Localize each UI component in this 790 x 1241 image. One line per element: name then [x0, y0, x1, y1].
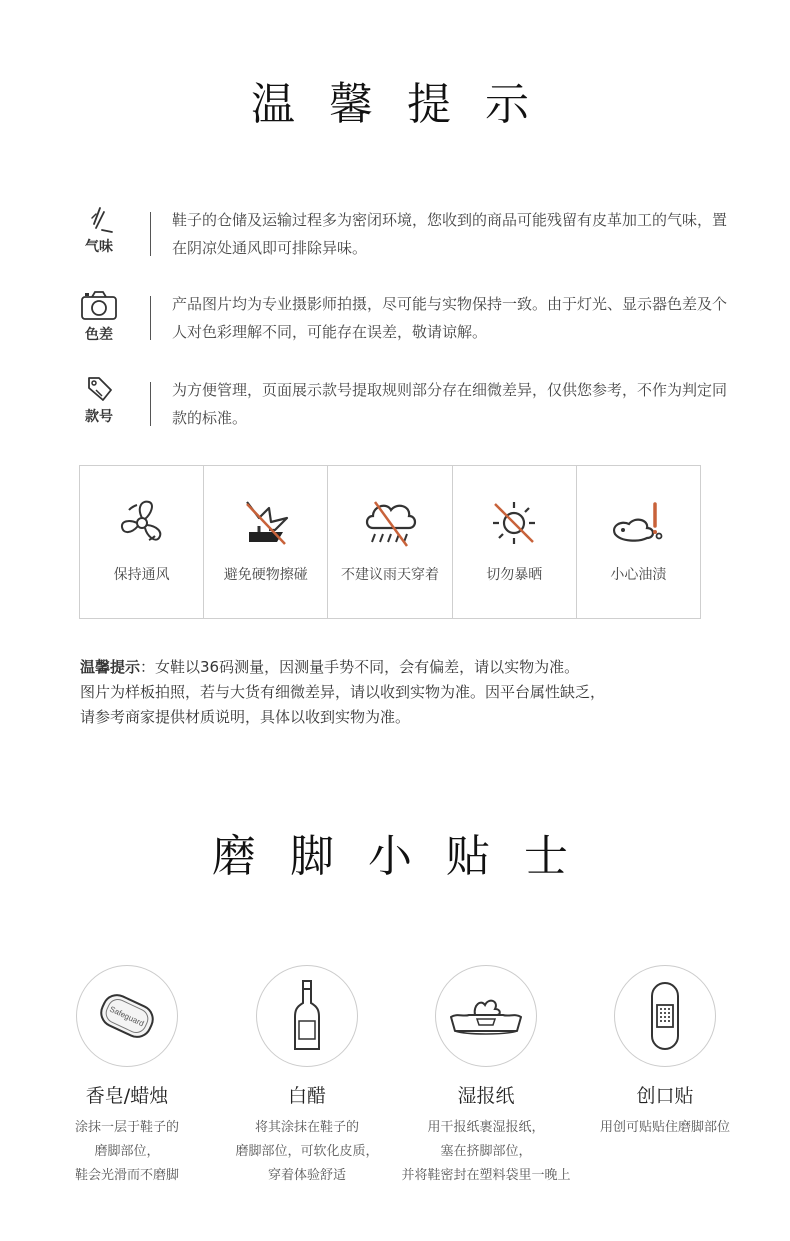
desc-line: 涂抹一层于鞋子的	[74, 1120, 179, 1135]
bandage-icon	[650, 981, 680, 1051]
soap-brand-text: Safeguard	[108, 1004, 146, 1029]
desc-line: 并将鞋密封在塑料袋里一晚上	[401, 1168, 571, 1183]
icon-circle	[435, 965, 537, 1067]
tip-soap-candle	[32, 965, 222, 1188]
desc-line: 磨脚部位，	[94, 1144, 160, 1159]
item-description	[212, 1116, 402, 1188]
notice-label: 款号	[85, 409, 113, 425]
odor-icon	[82, 206, 116, 234]
fan-icon	[115, 496, 169, 550]
desc-line: 穿着体验舒适	[267, 1168, 346, 1183]
care-cell-ventilation	[80, 466, 204, 618]
icon-circle	[76, 965, 178, 1067]
item-description	[570, 1116, 760, 1140]
icon-circle	[256, 965, 358, 1067]
item-description	[32, 1116, 222, 1188]
item-description	[391, 1116, 581, 1188]
notice-text: 为方便管理，页面展示款号提取规则部分存在细微差异，仅供您参考，不作为判定同款的标准。	[172, 381, 728, 427]
tissue-box-icon	[447, 995, 525, 1037]
notice-color-difference	[60, 290, 740, 360]
no-collision-icon	[239, 496, 293, 550]
item-title: 白醋	[287, 1085, 326, 1107]
tip-line: 图片为样板拍照，若与大货有细微差异，请以收到实物为准。因平台属性缺乏，	[80, 683, 606, 701]
divider	[150, 296, 151, 340]
tip-line: 请参考商家提供材质说明，具体以收到实物为准。	[80, 708, 411, 726]
care-label: 不建议雨天穿着	[341, 567, 439, 583]
care-cell-no-sun	[453, 466, 577, 618]
tip-white-vinegar	[212, 965, 402, 1188]
divider	[150, 382, 151, 426]
notice-style-number	[60, 376, 740, 446]
tip-band-aid	[570, 965, 760, 1140]
desc-line: 将其涂抹在鞋子的	[254, 1120, 359, 1135]
care-label: 保持通风	[113, 567, 170, 583]
icon-circle	[614, 965, 716, 1067]
desc-line: 磨脚部位，可软化皮质，	[235, 1144, 379, 1159]
desc-line: 用干报纸裹湿报纸，	[427, 1120, 545, 1135]
no-sun-icon	[487, 496, 541, 550]
section-title-warm-tips: 温 馨 提 示	[251, 79, 539, 130]
care-cell-avoid-collision	[204, 466, 328, 618]
item-title: 香皂/蜡烛	[85, 1085, 169, 1107]
care-cell-oil-stain	[577, 466, 700, 618]
camera-icon	[80, 290, 118, 322]
care-instructions-grid	[79, 465, 701, 619]
oil-stain-icon	[609, 496, 667, 550]
notice-label: 气味	[85, 239, 113, 255]
desc-line: 塞在挤脚部位，	[440, 1144, 532, 1159]
care-label: 小心油渍	[610, 567, 667, 583]
tip-wet-newspaper	[391, 965, 581, 1188]
care-cell-no-rain	[328, 466, 452, 618]
care-label: 避免硬物擦碰	[223, 567, 308, 583]
section-title-foot-care-tips: 磨 脚 小 贴 士	[212, 831, 578, 882]
item-title: 湿报纸	[457, 1085, 515, 1107]
desc-line: 鞋会光滑而不磨脚	[74, 1168, 179, 1183]
tag-icon	[83, 376, 115, 404]
desc-line: 用创可贴贴住磨脚部位	[599, 1120, 730, 1135]
item-title: 创口贴	[636, 1085, 694, 1107]
soap-icon	[95, 990, 159, 1042]
tip-label: 温馨提示	[80, 658, 141, 676]
no-rain-icon	[361, 496, 419, 550]
notice-text: 产品图片均为专业摄影师拍摄，尽可能与实物保持一致。由于灯光、显示器色差及个人对色彩理解不同，可能存在误差，敬请谅解。	[172, 295, 728, 341]
notice-text: 鞋子的仓储及运输过程多为密闭环境，您收到的商品可能残留有皮革加工的气味，置在阴凉处通风即可排除异味。	[172, 211, 728, 257]
tip-line: ：女鞋以36码测量，因测量手势不同，会有偏差，请以实物为准。	[140, 658, 580, 676]
vinegar-bottle-icon	[292, 979, 322, 1053]
divider	[150, 212, 151, 256]
warm-tip-paragraph	[80, 655, 720, 730]
notice-odor	[60, 206, 740, 276]
notice-label: 色差	[85, 327, 113, 343]
care-label: 切勿暴晒	[486, 567, 543, 583]
